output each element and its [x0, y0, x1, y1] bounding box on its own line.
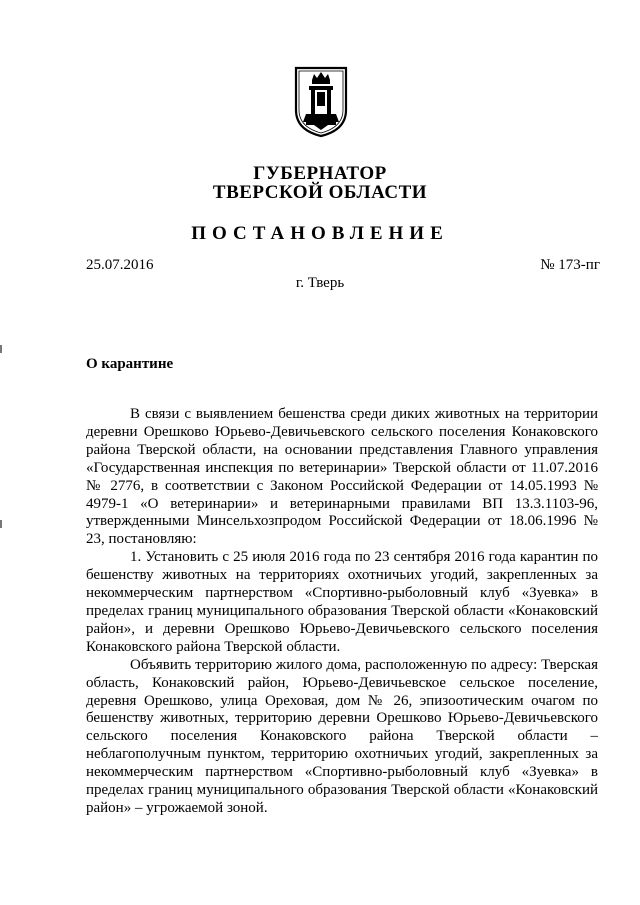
scan-edge-mark: [0, 520, 2, 528]
document-type-heading: ПОСТАНОВЛЕНИЕ: [191, 223, 449, 244]
document-subject: О карантине: [86, 356, 174, 372]
document-number: № 173-пг: [540, 257, 600, 273]
body-paragraph-3: Объявить территорию жилого дома, расположенную по адресу: Тверская область, Конаковский район, Юрьево-Девичьевское сельское поселение, деревня Орешково, улица Ореховая, дом № 26, эпизоотическим очагом по бешенству животных, территорию деревни Орешково Юрьево-Девичьевского сельского поселения Конаковского района Тверской области – неблагополучным пунктом, территорию охотничьих угодий, закрепленных за некоммерческим партнерством «Спортивно-рыболовный клуб «Зуевка» в пределах границ муниципального образования Тверской области «Конаковский район» – угрожаемой зоной.: [86, 656, 598, 816]
document-city: г. Тверь: [295, 275, 345, 291]
scan-edge-mark: [0, 345, 2, 353]
issuer-title-line1: ГУБЕРНАТОР: [253, 163, 387, 184]
document-date: 25.07.2016: [86, 257, 154, 273]
coat-of-arms-emblem: [292, 64, 350, 138]
body-paragraph-2: 1. Установить с 25 июля 2016 года по 23 сентября 2016 года карантин по бешенству животных на территориях охотничьих угодий, закрепленных за некоммерческим партнерством «Спортивно-рыболовный клуб «Зуевка» в пределах границ муниципального образования Тверской области «Конаковский район», и деревни Орешково Юрьево-Девичьевского сельского поселения Конаковского района Тверской области.: [86, 549, 598, 655]
body-paragraph-1: В связи с выявлением бешенства среди диких животных на территории деревни Орешково Юрьево-Девичьевского сельского поселения Конаковского района Тверской области, на основании представления Главного управления «Государственная инспекция по ветеринарии» Тверской области от 11.07.2016 № 2776, в соответствии с Законом Российской Федерации от 14.05.1993 № 4979-1 «О ветеринарии» и ветеринарными правилами ВП 13.3.1103-96, утвержденными Минсельхозпродом Российской Федерации от 18.06.1996 № 23, постановляю:: [86, 406, 598, 548]
document-body: [86, 406, 598, 818]
issuer-title-line2: ТВЕРСКОЙ ОБЛАСТИ: [212, 182, 428, 203]
